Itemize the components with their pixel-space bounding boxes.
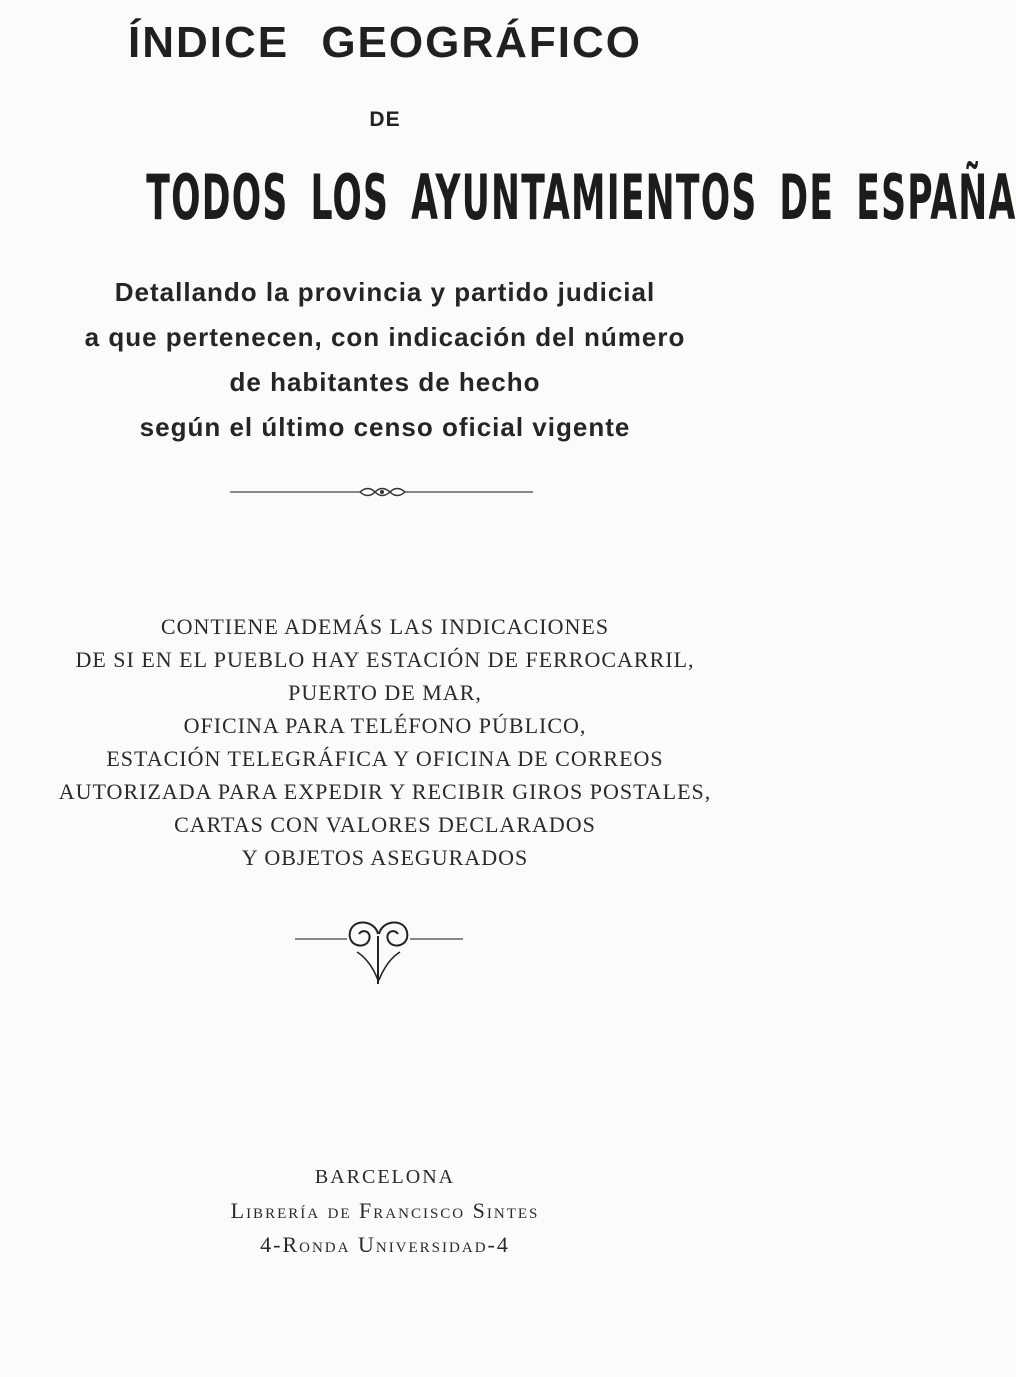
contents-block (0, 610, 770, 874)
description-line: Detallando la provincia y partido judicial (114, 277, 656, 307)
small-knot-rule-ornament (230, 480, 535, 504)
title-connector: DE (369, 108, 401, 131)
contents-line: OFICINA PARA TELÉFONO PÚBLICO, (183, 713, 587, 738)
contents-line: PUERTO DE MAR, (288, 680, 482, 705)
contents-line: ESTACIÓN TELEGRÁFICA Y OFICINA DE CORREOS (106, 746, 664, 771)
contents-line: CONTIENE ADEMÁS LAS INDICACIONES (160, 614, 610, 639)
scroll-heart-ornament (295, 912, 465, 992)
imprint-publisher: Librería de Francisco Sintes (230, 1198, 540, 1223)
contents-line: CARTAS CON VALORES DECLARADOS (174, 812, 596, 837)
contents-line: Y OBJETOS ASEGURADOS (241, 845, 529, 870)
description-line: según el último censo oficial vigente (139, 412, 631, 442)
contents-line: DE SI EN EL PUEBLO HAY ESTACIÓN DE FERROCARRIL, (75, 647, 695, 672)
book-subject: TODOS LOS AYUNTAMIENTOS DE ESPAÑA (146, 161, 1016, 234)
description-block (0, 270, 770, 450)
imprint-block (0, 1160, 770, 1262)
contents-line: AUTORIZADA PARA EXPEDIR Y RECIBIR GIROS POSTALES, (58, 779, 712, 804)
description-line: de habitantes de hecho (229, 367, 541, 397)
description-line: a que pertenecen, con indicación del número (84, 322, 686, 352)
book-title: ÍNDICE GEOGRÁFICO (127, 18, 643, 67)
imprint-city: BARCELONA (314, 1166, 456, 1188)
imprint-address: 4-Ronda Universidad-4 (260, 1232, 510, 1257)
